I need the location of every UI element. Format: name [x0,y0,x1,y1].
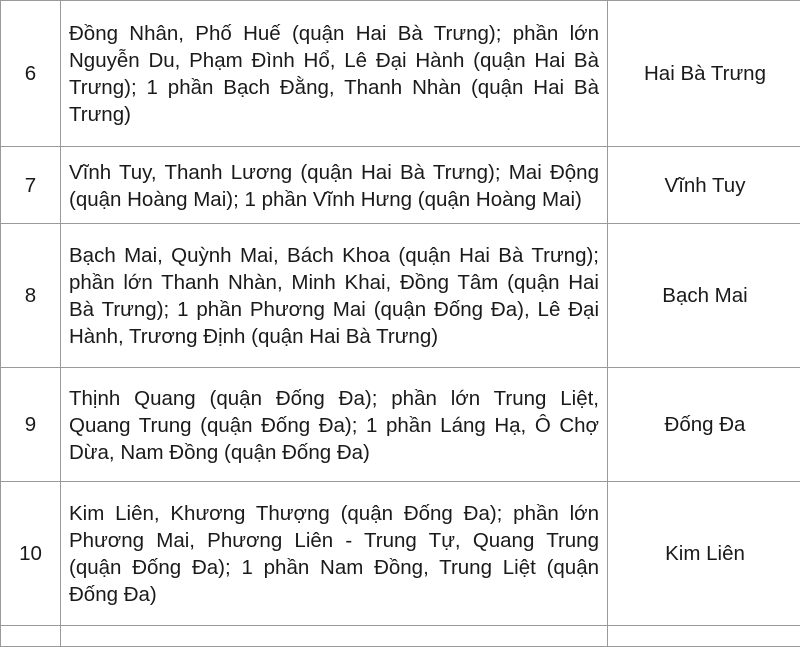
table-row [1,1,800,147]
table-row [1,224,800,368]
merged-areas-cell [61,626,608,647]
row-number-cell: 8 [1,224,61,368]
merged-areas-text: Kim Liên, Khương Thượng (quận Đống Đa); phần lớn Phương Mai, Phương Liên - Trung Tự, Quang Trung (quận Đống Đa); 1 phần Nam Đồng, Trung Liệt (quận Đống Đa) [69,499,599,608]
merged-areas-text: Bạch Mai, Quỳnh Mai, Bách Khoa (quận Hai Bà Trưng); phần lớn Thanh Nhàn, Minh Khai, Đồng Tâm (quận Hai Bà Trưng); 1 phần Phương Mai (quận Đống Đa), Lê Đại Hành, Trương Định (quận Hai Bà Trưng) [69,241,599,350]
merged-areas-text: Vĩnh Tuy, Thanh Lương (quận Hai Bà Trưng); Mai Động (quận Hoàng Mai); 1 phần Vĩnh Hưng (quận Hoàng Mai) [69,158,599,213]
merged-areas-text: Đồng Nhân, Phố Huế (quận Hai Bà Trưng); phần lớn Nguyễn Du, Phạm Đình Hổ, Lê Đại Hành (quận Hai Bà Trưng); 1 phần Bạch Đằng, Thanh Nhàn (quận Hai Bà Trưng) [69,19,599,128]
new-ward-cell [608,626,800,647]
merged-areas-cell [61,224,608,368]
table-row [1,147,800,224]
merged-areas-text: Thịnh Quang (quận Đống Đa); phần lớn Trung Liệt, Quang Trung (quận Đống Đa); 1 phần Láng Hạ, Ô Chợ Dừa, Nam Đồng (quận Đống Đa) [69,384,599,466]
table-row [1,368,800,482]
merged-areas-cell [61,147,608,224]
new-ward-cell: Hai Bà Trưng [608,1,800,147]
new-ward-cell: Bạch Mai [608,224,800,368]
row-number-cell: 7 [1,147,61,224]
merged-areas-cell [61,368,608,482]
new-ward-cell: Đống Đa [608,368,800,482]
row-number-cell [1,626,61,647]
new-ward-cell: Kim Liên [608,482,800,626]
merged-areas-cell [61,482,608,626]
row-number-cell: 6 [1,1,61,147]
table-row [1,482,800,626]
row-number-cell: 9 [1,368,61,482]
merged-areas-cell [61,1,608,147]
row-number-cell: 10 [1,482,61,626]
new-ward-cell: Vĩnh Tuy [608,147,800,224]
table-row-partial [1,626,800,647]
